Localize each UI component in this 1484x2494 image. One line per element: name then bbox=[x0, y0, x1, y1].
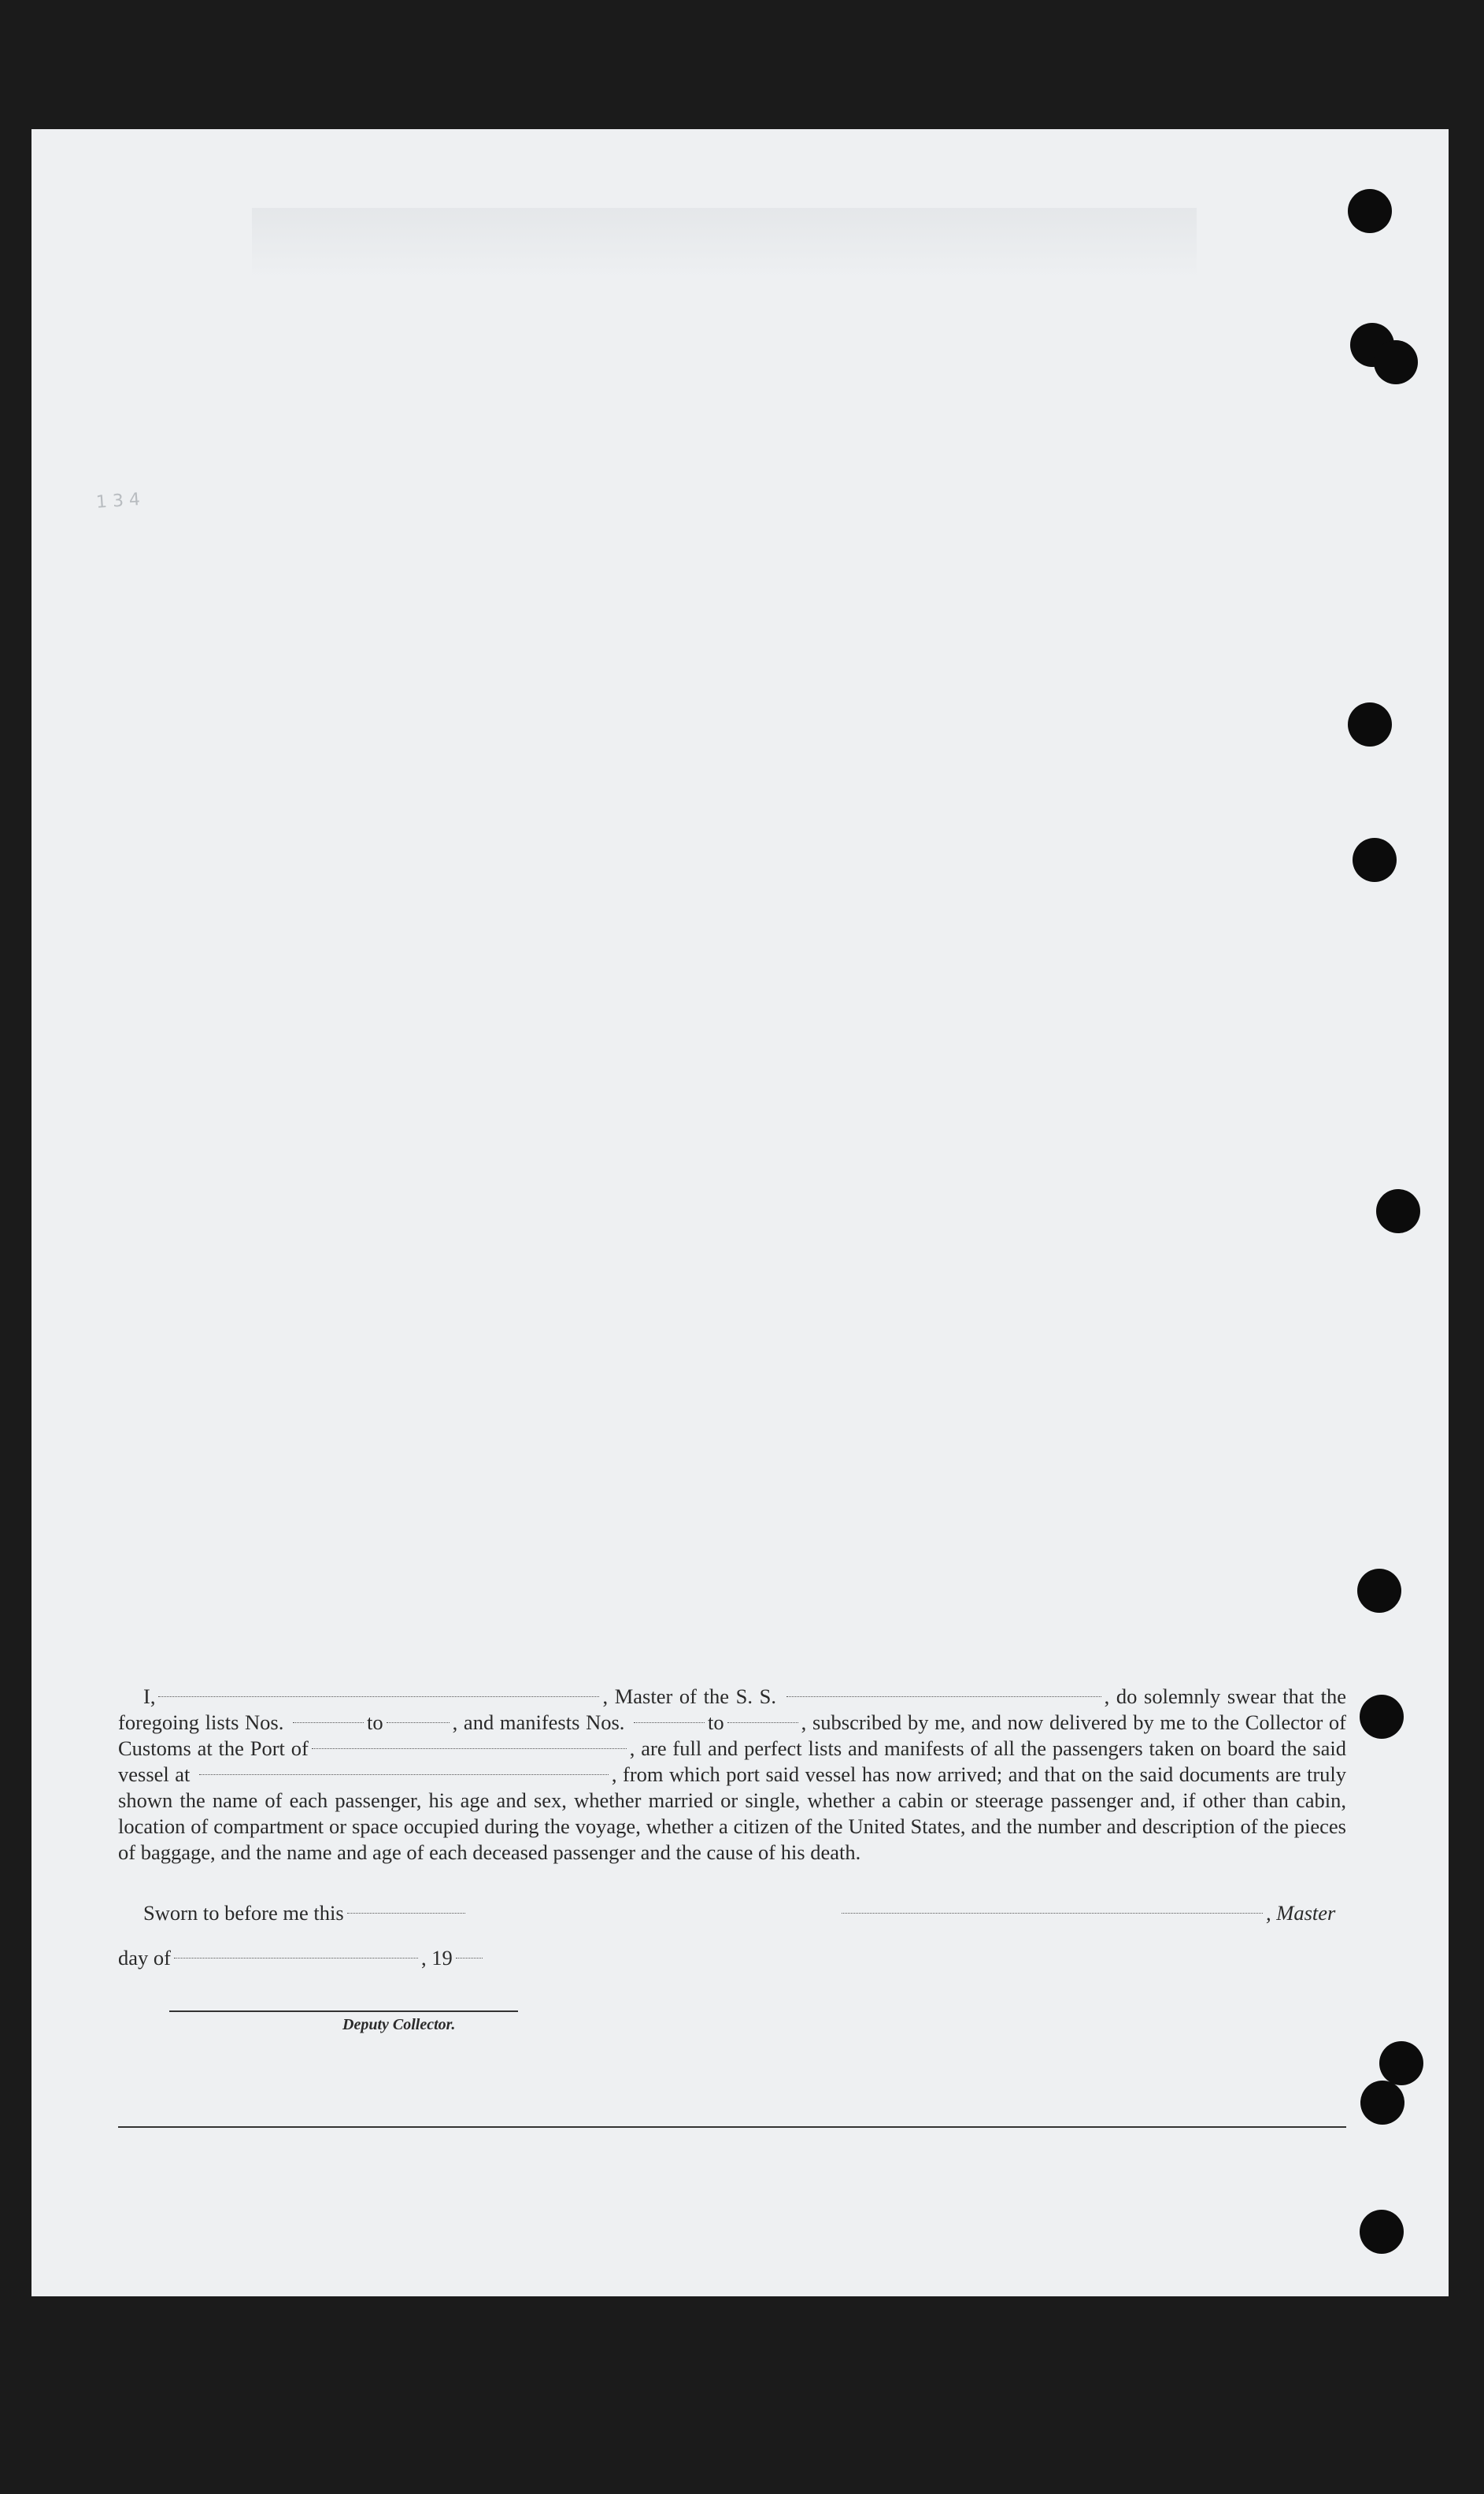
oath-text-3: , do solemnly swear that the foregoing lists Nos. bbox=[118, 1684, 1347, 1734]
month-blank bbox=[174, 1957, 418, 1959]
punch-hole-5 bbox=[1353, 838, 1397, 882]
oath-text-2: , Master of the S. S. bbox=[602, 1684, 777, 1708]
punch-hole-6 bbox=[1376, 1189, 1420, 1233]
sworn-label: Sworn to before me this bbox=[143, 1901, 344, 1925]
year-blank bbox=[456, 1957, 483, 1959]
oath-paragraph bbox=[118, 1684, 1346, 1866]
pencil-mark: 1 3 4 bbox=[95, 490, 141, 513]
punch-hole-7 bbox=[1357, 1569, 1401, 1613]
day-of-label: day of bbox=[118, 1946, 171, 1970]
date-row bbox=[118, 1946, 1346, 1970]
vessel-name-blank bbox=[786, 1695, 1101, 1697]
punch-hole-9 bbox=[1379, 2041, 1423, 2085]
sworn-day-blank bbox=[347, 1912, 465, 1914]
deputy-signature-line bbox=[169, 2010, 518, 2012]
lists-from-blank bbox=[293, 1721, 364, 1723]
lists-to-blank bbox=[387, 1721, 450, 1723]
manifests-from-blank bbox=[634, 1721, 705, 1723]
manifest-sheet bbox=[31, 129, 1449, 2296]
punch-hole-4 bbox=[1348, 702, 1392, 747]
master-label: , Master bbox=[1266, 1901, 1336, 1925]
deputy-collector-label: Deputy Collector. bbox=[342, 2016, 456, 2033]
master-signature-blank bbox=[842, 1912, 1263, 1914]
embark-port-blank bbox=[199, 1773, 609, 1775]
oath-text-1: I, bbox=[143, 1684, 156, 1708]
oath-text-5: , and manifests Nos. bbox=[452, 1710, 625, 1734]
master-name-blank bbox=[158, 1695, 599, 1697]
bottom-rule bbox=[118, 2126, 1346, 2128]
oath-text-9: , from which port said vessel has now arrived; and that on the said documents are truly shown the name of each passenger, his age and sex, whether married or single, whether a cabin or steerage passenger and, if other than cabin, location of compartment or space occupied during the voyage, whether a citizen of the United States, and the number and description of the pieces of baggage, and the name and age of each deceased passenger and the cause of his death. bbox=[118, 1762, 1347, 1864]
port-blank bbox=[312, 1747, 627, 1749]
oath-text-8: , are full and perfect lists and manifests of all the passengers taken on board the said vessel at bbox=[118, 1736, 1346, 1786]
bleed-through-text bbox=[252, 208, 1197, 279]
punch-hole-3 bbox=[1374, 340, 1418, 384]
year-label: , 19 bbox=[420, 1946, 453, 1970]
punch-hole-8 bbox=[1360, 1695, 1404, 1739]
punch-hole-10 bbox=[1360, 2081, 1404, 2125]
oath-text-4: to bbox=[367, 1710, 383, 1734]
sworn-row bbox=[118, 1901, 1346, 1925]
punch-hole-11 bbox=[1360, 2210, 1404, 2254]
oath-text-7: , subscribed by me, and now delivered by me to the Collector of Customs at the Port of bbox=[118, 1710, 1347, 1760]
oath-text-6: to bbox=[708, 1710, 724, 1734]
manifests-to-blank bbox=[727, 1721, 798, 1723]
punch-hole-1 bbox=[1348, 189, 1392, 233]
